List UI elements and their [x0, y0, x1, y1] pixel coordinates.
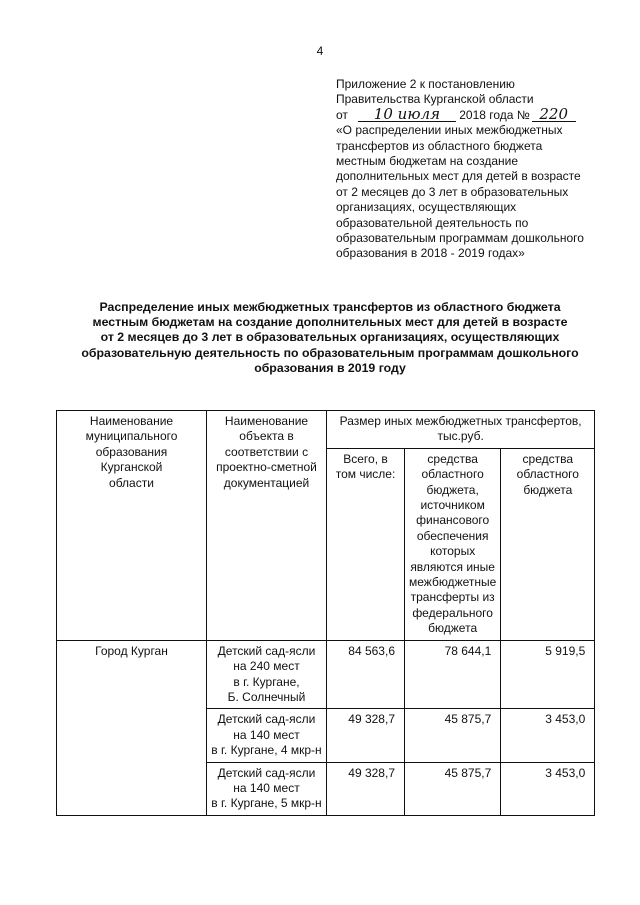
- header-line: бюджета,: [426, 482, 479, 497]
- header-line: областного: [516, 467, 579, 482]
- header-object: [207, 411, 327, 641]
- header-regional: [501, 448, 595, 640]
- cell-regional: 5 919,5: [501, 640, 595, 709]
- header-line: Всего, в: [343, 451, 388, 466]
- appendix-quote-line: «О распределении иных межбюджетных: [336, 123, 563, 138]
- object-line: в г. Кургане, 4 мкр-н: [211, 743, 322, 758]
- appendix-year: 2018 года: [459, 107, 514, 122]
- cell-object: [207, 709, 327, 762]
- header-total: [327, 448, 405, 640]
- appendix-quote-line: образовательной деятельность по: [336, 215, 529, 230]
- object-line: Б. Солнечный: [227, 689, 306, 704]
- appendix-quote-line: организациях, осуществляющих: [336, 200, 517, 215]
- object-line: Детский сад-ясли: [217, 643, 316, 658]
- object-line: в г. Кургане, 5 мкр-н: [211, 796, 322, 811]
- header-line: области: [109, 475, 154, 490]
- title-line: от 2 месяцев до 3 лет в образовательных организациях, осуществляющих: [100, 330, 560, 345]
- title-line: образовательную деятельность по образовательным программам дошкольного: [81, 345, 579, 360]
- header-line: документацией: [223, 475, 310, 490]
- header-line: финансового: [416, 513, 490, 528]
- object-line: на 240 мест: [233, 659, 300, 674]
- header-line: муниципального: [85, 429, 178, 444]
- appendix-line-1: Приложение 2 к постановлению: [336, 77, 515, 91]
- cell-federal-source: 45 875,7: [405, 709, 501, 762]
- header-line: Наименование: [224, 414, 309, 428]
- cell-total: 49 328,7: [327, 709, 405, 762]
- header-line: источником: [420, 498, 485, 513]
- header-line: Наименование: [89, 414, 174, 428]
- header-municipality: [57, 411, 207, 641]
- header-line: областного: [421, 467, 484, 482]
- header-line: бюджета: [428, 621, 478, 636]
- cell-federal-source: 45 875,7: [405, 762, 501, 815]
- appendix-quote-line: дополнительных мест для детей в возрасте: [336, 169, 581, 184]
- object-line: Детский сад-ясли: [217, 712, 316, 727]
- header-line: которых: [430, 544, 476, 559]
- appendix-quote-line: трансфертов из областного бюджета: [336, 138, 543, 153]
- header-line: Курганской: [100, 460, 163, 475]
- cell-municipality: Город Курган: [57, 640, 207, 815]
- title-line: Распределение иных межбюджетных трансфертов из областного бюджета: [99, 300, 561, 314]
- header-line: федерального: [412, 605, 493, 620]
- header-line: обеспечения: [416, 528, 489, 543]
- header-line: объекта в: [239, 429, 294, 444]
- page-number: 4: [316, 44, 324, 58]
- appendix-quote-line: образования в 2018 - 2019 годах»: [336, 246, 525, 261]
- table-row: [57, 640, 595, 709]
- cell-federal-source: 78 644,1: [405, 640, 501, 709]
- appendix-quote-line: местным бюджетам на создание: [336, 154, 519, 169]
- header-line: соответствии с: [224, 444, 309, 459]
- document-title: [80, 300, 580, 376]
- cell-object: [207, 640, 327, 709]
- object-line: на 140 мест: [233, 727, 300, 742]
- cell-regional: 3 453,0: [501, 762, 595, 815]
- object-line: Детский сад-ясли: [217, 765, 316, 780]
- header-line: трансферты из: [410, 590, 495, 605]
- header-line: Размер иных межбюджетных трансфертов,: [339, 414, 582, 428]
- header-transfer-size: [327, 411, 595, 449]
- header-line: бюджета: [523, 482, 573, 497]
- header-line: образования: [95, 444, 168, 459]
- handwritten-date: 10 июля: [358, 108, 456, 122]
- object-line: на 140 мест: [233, 780, 300, 795]
- cell-regional: 3 453,0: [501, 709, 595, 762]
- appendix-quote-line: от 2 месяцев до 3 лет в образовательных: [336, 184, 569, 199]
- header-line: проектно-сметной: [216, 460, 317, 475]
- header-federal-source: [405, 448, 501, 640]
- appendix-from-prefix: от: [336, 107, 348, 122]
- transfer-allocation-table: [56, 410, 595, 816]
- cell-object: [207, 762, 327, 815]
- table-header-row: [57, 411, 595, 449]
- cell-total: 49 328,7: [327, 762, 405, 815]
- number-sign: №: [516, 107, 530, 122]
- appendix-block: [336, 77, 626, 262]
- header-line: средства: [427, 451, 478, 466]
- title-line: образования в 2019 году: [254, 360, 406, 375]
- header-line: тыс.руб.: [437, 429, 484, 444]
- header-line: средства: [522, 451, 574, 466]
- cell-total: 84 563,6: [327, 640, 405, 709]
- appendix-line-2: Правительства Курганской области: [336, 92, 534, 107]
- appendix-quote-line: образовательным программам дошкольного: [336, 231, 584, 246]
- header-line: межбюджетные: [409, 575, 497, 590]
- header-line: являются иные: [410, 559, 495, 574]
- appendix-date-line: [336, 104, 626, 123]
- object-line: в г. Кургане,: [233, 674, 300, 689]
- header-line: том числе:: [335, 467, 396, 482]
- handwritten-number: 220: [532, 108, 576, 122]
- title-line: местным бюджетам на создание дополнительных мест для детей в возрасте: [92, 315, 568, 330]
